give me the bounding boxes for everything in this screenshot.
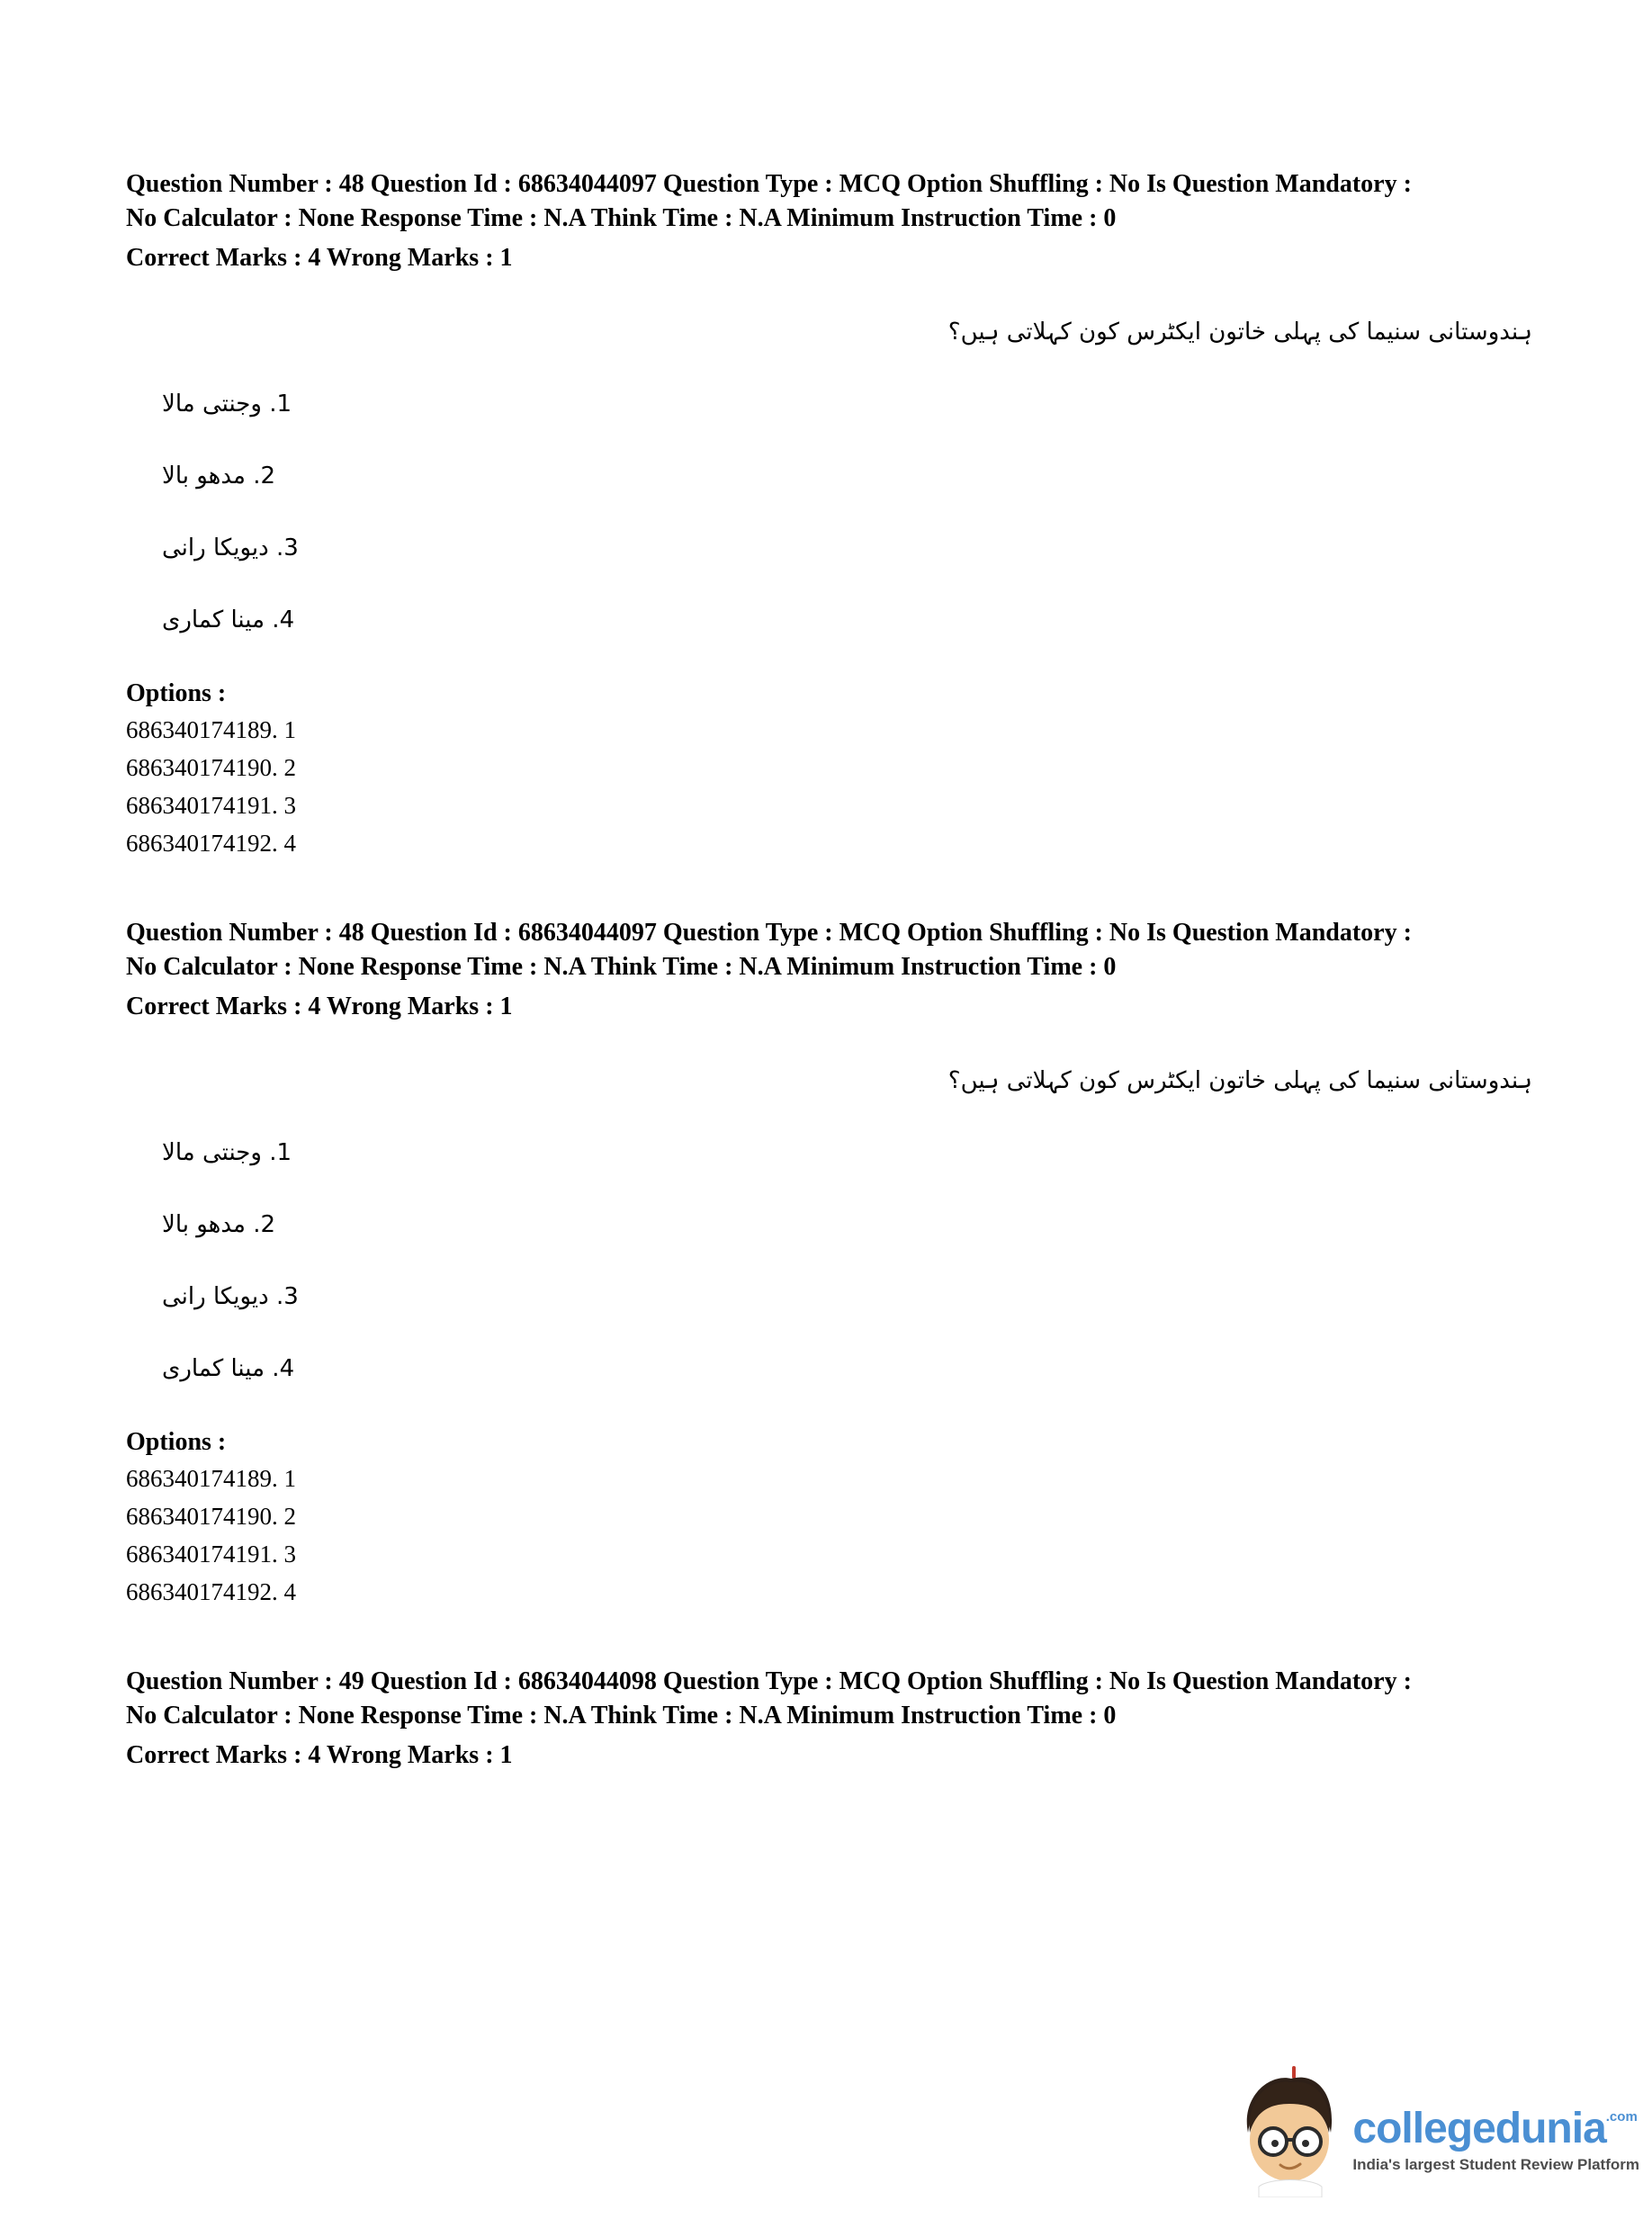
options-label: Options : (126, 1428, 227, 1456)
urdu-option-2: 2. مدھو بالا (162, 463, 276, 490)
urdu-option-3: 3. دیویکا رانی (162, 1283, 299, 1310)
question-meta (126, 916, 1532, 984)
question-block-48-first (126, 167, 1532, 862)
urdu-option-3: 3. دیویکا رانی (162, 535, 299, 561)
question-meta (126, 167, 1532, 236)
brand-wordmark (1352, 2094, 1639, 2152)
question-block-49 (126, 1665, 1532, 1773)
option-id-row-1: 686340174189. 1 (126, 1465, 296, 1492)
question-meta-line-1: Question Number : 49 Question Id : 68634044098 Question Type : MCQ Option Shuffling : No Is Question Mandatory : (126, 1667, 1412, 1695)
option-id-row-2: 686340174190. 2 (126, 1503, 296, 1530)
question-meta-line-2: No Calculator : None Response Time : N.A Think Time : N.A Minimum Instruction Time : 0 (126, 204, 1117, 232)
collegedunia-mascot-icon (1235, 2066, 1342, 2202)
urdu-option-4: 4. مینا کماری (162, 606, 295, 633)
urdu-option-2: 2. مدھو بالا (162, 1211, 276, 1238)
option-id-row-3: 686340174191. 3 (126, 1541, 296, 1568)
brand-domain-suffix: .com (1605, 2109, 1638, 2125)
brand-name: collegedunia (1352, 2105, 1606, 2152)
option-id-row-3: 686340174191. 3 (126, 792, 296, 819)
question-meta (126, 1665, 1532, 1733)
option-id-row-2: 686340174190. 2 (126, 754, 296, 781)
marks-line: Correct Marks : 4 Wrong Marks : 1 (126, 993, 513, 1020)
urdu-question-text: ہندوستانی سنیما کی پہلی خاتون ایکٹرس کون کہلاتی ہیں؟ (947, 319, 1532, 346)
collegedunia-logo (1235, 2066, 1639, 2202)
option-id-row-1: 686340174189. 1 (126, 716, 296, 743)
question-meta-line-1: Question Number : 48 Question Id : 68634044097 Question Type : MCQ Option Shuffling : No Is Question Mandatory : (126, 919, 1412, 947)
option-id-row-4: 686340174192. 4 (126, 1578, 296, 1605)
question-meta-line-2: No Calculator : None Response Time : N.A Think Time : N.A Minimum Instruction Time : 0 (126, 1702, 1117, 1729)
urdu-option-1: 1. وجنتی مالا (162, 391, 292, 418)
option-id-row-4: 686340174192. 4 (126, 830, 296, 857)
marks-line: Correct Marks : 4 Wrong Marks : 1 (126, 1741, 513, 1769)
question-meta-line-1: Question Number : 48 Question Id : 68634044097 Question Type : MCQ Option Shuffling : No Is Question Mandatory : (126, 170, 1412, 198)
brand-tagline: India's largest Student Review Platform (1352, 2156, 1639, 2173)
urdu-option-1: 1. وجنتی مالا (162, 1139, 292, 1166)
urdu-question-text: ہندوستانی سنیما کی پہلی خاتون ایکٹرس کون کہلاتی ہیں؟ (947, 1067, 1532, 1094)
options-label: Options : (126, 679, 227, 707)
marks-line: Correct Marks : 4 Wrong Marks : 1 (126, 244, 513, 272)
question-block-48-second (126, 916, 1532, 1611)
question-meta-line-2: No Calculator : None Response Time : N.A Think Time : N.A Minimum Instruction Time : 0 (126, 953, 1117, 981)
urdu-option-4: 4. مینا کماری (162, 1355, 295, 1382)
